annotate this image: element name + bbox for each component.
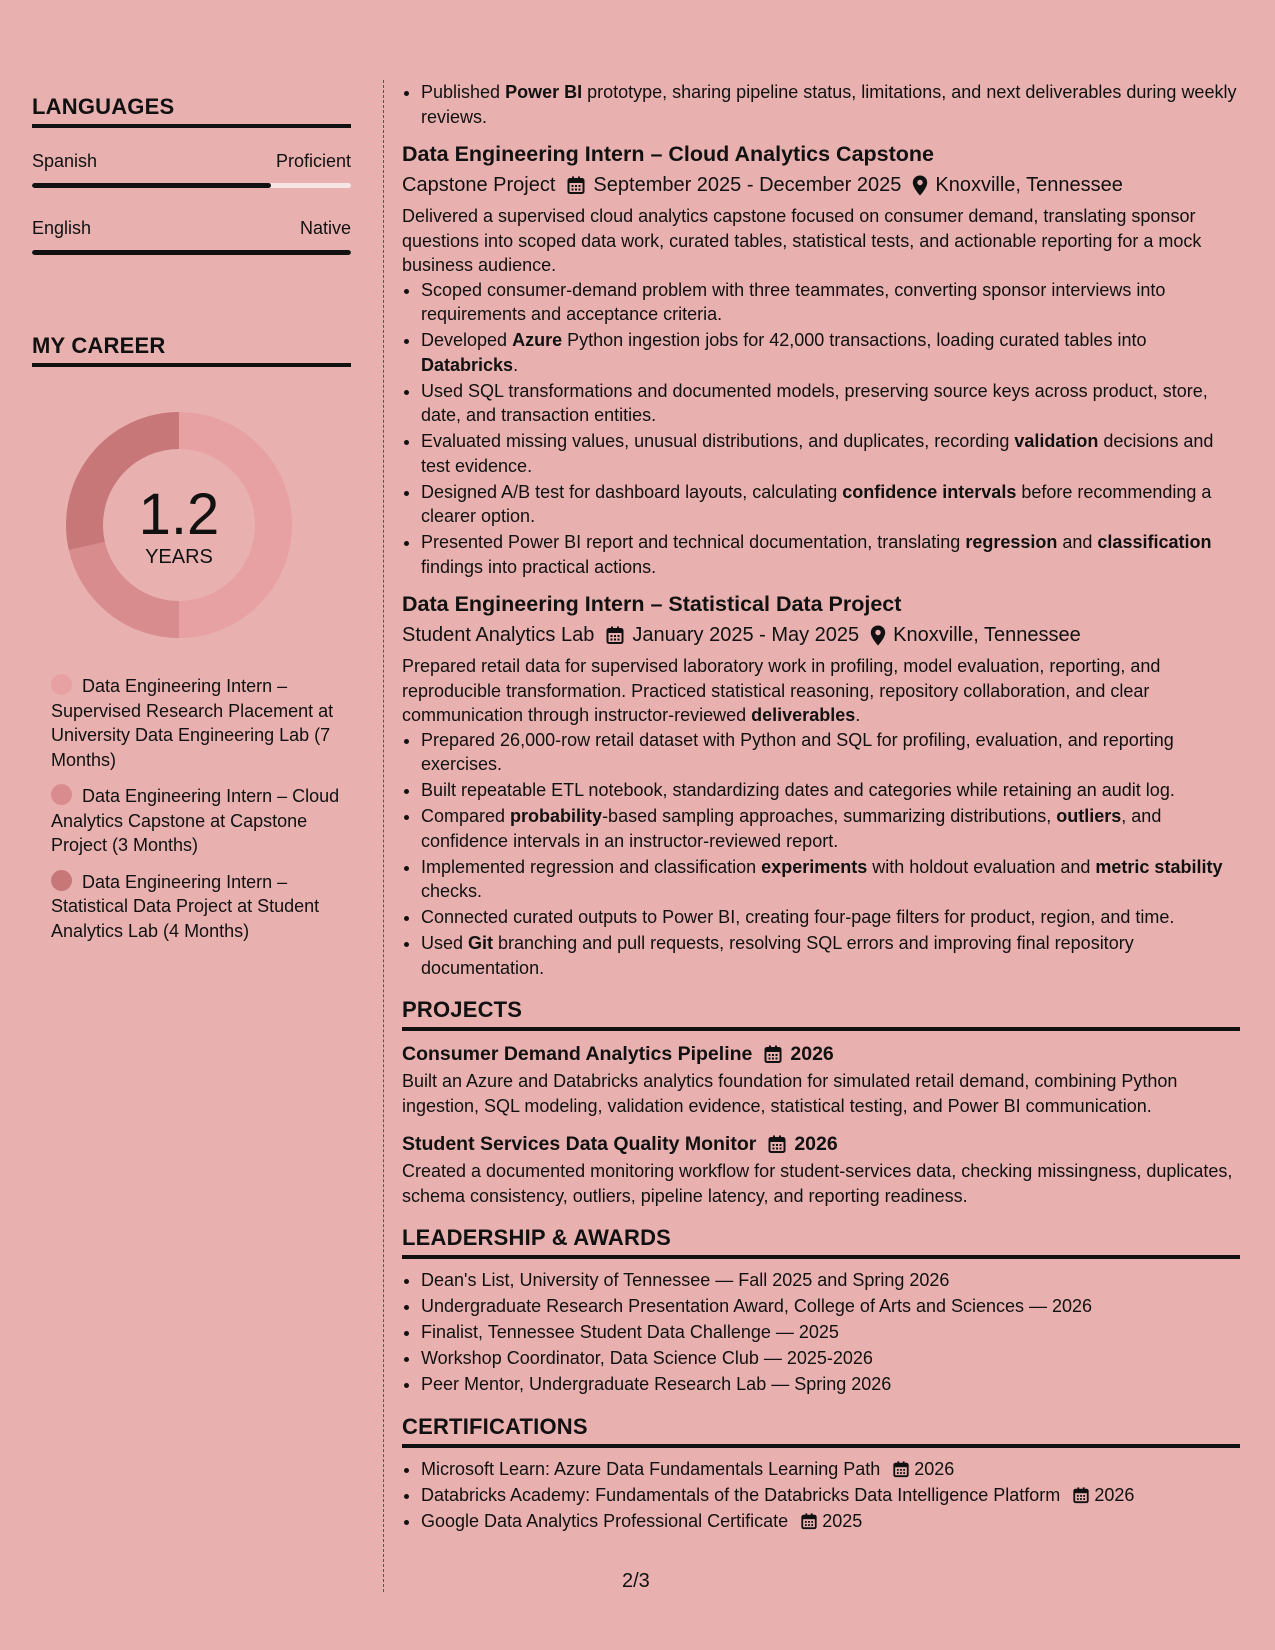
- job-title: Data Engineering Intern – Statistical Data Project: [402, 592, 902, 616]
- certification-item: [421, 1509, 1240, 1534]
- certification-name: • Databricks Academy: Fundamentals of the Databricks Data Intelligence Platform: [421, 1484, 1061, 1505]
- career-legend: [51, 674, 341, 943]
- certification-name: • Google Data Analytics Professional Certificate: [421, 1510, 789, 1531]
- job-entry: [402, 140, 1240, 579]
- certification-year: 2026: [914, 1458, 955, 1479]
- leadership-item: • Dean's List, University of Tennessee — Fall 2025 and Spring 2026: [421, 1268, 1240, 1293]
- carryover-bullets: [421, 80, 1240, 129]
- job-summary: Prepared retail data for supervised laboratory work in profiling, model evaluation, reporting, and reproducible transformation. Practiced statistical reasoning, repository collaboration, and clear communication through instructor-reviewed deliverables.: [402, 656, 1161, 725]
- project-name: Student Services Data Quality Monitor: [402, 1133, 757, 1155]
- bullet-item: • Built repeatable ETL notebook, standardizing dates and categories while retaining an audit log.: [421, 778, 1240, 803]
- career-donut-chart: [66, 412, 292, 638]
- projects-title: PROJECTS: [402, 997, 1240, 1031]
- leadership-list: [421, 1268, 1240, 1397]
- job-meta: [402, 171, 1240, 199]
- bullet-item: • Prepared 26,000-row retail dataset with Python and SQL for profiling, evaluation, and reporting exercises.: [421, 728, 1240, 777]
- calendar-icon: [605, 625, 625, 645]
- certification-item: [421, 1457, 1240, 1482]
- calendar-icon: [800, 1512, 818, 1530]
- bullet-item: • Scoped consumer-demand problem with three teammates, converting sponsor interviews into requirements and acceptance criteria.: [421, 278, 1240, 327]
- project-year: 2026: [790, 1043, 834, 1065]
- map-pin-icon: [912, 175, 928, 196]
- job-bullets: [421, 728, 1240, 981]
- job-meta: [402, 621, 1240, 649]
- job-location: Knoxville, Tennessee: [935, 174, 1123, 196]
- legend-item: [51, 870, 341, 944]
- project-year: 2026: [794, 1133, 838, 1155]
- legend-swatch: [51, 784, 72, 805]
- language-english: [32, 218, 351, 255]
- column-divider: [383, 80, 384, 1592]
- career-total-years: 1.2: [138, 482, 220, 547]
- map-pin-icon: [870, 625, 886, 646]
- language-name: Spanish: [32, 151, 98, 171]
- project-description: Created a documented monitoring workflow for student-services data, checking missingness, duplicates, schema consistency, outliers, pipeline latency, and reporting readiness.: [402, 1161, 1233, 1206]
- career-total-unit: YEARS: [145, 546, 213, 568]
- job-location: Knoxville, Tennessee: [893, 624, 1081, 646]
- bullet-item: • Evaluated missing values, unusual distributions, and duplicates, recording validation decisions and test evidence.: [421, 429, 1240, 478]
- certifications-title: CERTIFICATIONS: [402, 1414, 1240, 1448]
- job-title: Data Engineering Intern – Cloud Analytics Capstone: [402, 142, 935, 166]
- language-level-fill: [32, 250, 351, 255]
- bullet-item: • Implemented regression and classification experiments with holdout evaluation and metric stability checks.: [421, 855, 1240, 904]
- career-donut-center: [66, 412, 292, 638]
- certifications-list: [421, 1457, 1240, 1534]
- language-level: Native: [299, 218, 351, 238]
- language-level-bar: [32, 183, 351, 188]
- calendar-icon: [566, 175, 586, 195]
- certification-name: • Microsoft Learn: Azure Data Fundamentals Learning Path: [421, 1458, 881, 1479]
- project-entry: [402, 1131, 1240, 1208]
- job-entry: [402, 590, 1240, 980]
- legend-item: [51, 784, 341, 858]
- bullet-item: • Compared probability-based sampling approaches, summarizing distributions, outliers, and confidence intervals in an instructor-reviewed report.: [421, 804, 1240, 853]
- leadership-item: • Undergraduate Research Presentation Award, College of Arts and Sciences — 2026: [421, 1294, 1240, 1319]
- left-column: [32, 80, 351, 955]
- bullet-item: • Connected curated outputs to Power BI, creating four-page filters for product, region, and time.: [421, 905, 1240, 930]
- career-title: MY CAREER: [32, 333, 351, 367]
- legend-swatch: [51, 870, 72, 891]
- bullet-item: • Used SQL transformations and documented models, preserving source keys across product, store, date, and transaction entities.: [421, 379, 1240, 428]
- page-number: 2/3: [622, 1570, 650, 1592]
- job-dates: January 2025 - May 2025: [632, 624, 860, 646]
- job-company: Student Analytics Lab: [402, 624, 595, 646]
- certification-year: 2025: [822, 1510, 863, 1531]
- job-bullets: [421, 278, 1240, 580]
- job-dates: September 2025 - December 2025: [593, 174, 902, 196]
- legend-swatch: [51, 674, 72, 695]
- language-level: Proficient: [275, 151, 351, 171]
- bullet-item: • Developed Azure Python ingestion jobs for 42,000 transactions, loading curated tables into Databricks.: [421, 328, 1240, 377]
- legend-label: Data Engineering Intern – Statistical Data Project at Student Analytics Lab (4 Months): [51, 871, 320, 941]
- leadership-item: • Finalist, Tennessee Student Data Challenge — 2025: [421, 1320, 1240, 1345]
- language-level-bar: [32, 250, 351, 255]
- legend-label: Data Engineering Intern – Supervised Research Placement at University Data Engineering Lab (7 Months): [51, 676, 334, 770]
- project-name: Consumer Demand Analytics Pipeline: [402, 1043, 753, 1065]
- certification-item: [421, 1483, 1240, 1508]
- project-description: Built an Azure and Databricks analytics foundation for simulated retail demand, combining Python ingestion, SQL modeling, validation evidence, statistical testing, and Power BI communication.: [402, 1071, 1178, 1116]
- bullet-item: • Used Git branching and pull requests, resolving SQL errors and improving final repository documentation.: [421, 931, 1240, 980]
- certification-year: 2026: [1094, 1484, 1135, 1505]
- project-entry: [402, 1041, 1240, 1118]
- leadership-title: LEADERSHIP & AWARDS: [402, 1225, 1240, 1259]
- languages-title: LANGUAGES: [32, 94, 351, 128]
- calendar-icon: [763, 1044, 783, 1064]
- calendar-icon: [767, 1134, 787, 1154]
- job-company: Capstone Project: [402, 174, 556, 196]
- bullet-item: • Published Power BI prototype, sharing pipeline status, limitations, and next deliverables during weekly reviews.: [421, 80, 1240, 129]
- bullet-item: • Designed A/B test for dashboard layouts, calculating confidence intervals before recommending a clearer option.: [421, 480, 1240, 529]
- legend-item: [51, 674, 341, 772]
- calendar-icon: [892, 1460, 910, 1478]
- job-summary: Delivered a supervised cloud analytics capstone focused on consumer demand, translating sponsor questions into scoped data work, curated tables, statistical tests, and actionable reporting for a mock business audience.: [402, 206, 1202, 275]
- legend-label: Data Engineering Intern – Cloud Analytics Capstone at Capstone Project (3 Months): [51, 786, 340, 855]
- language-name: English: [32, 218, 92, 238]
- leadership-item: • Workshop Coordinator, Data Science Club — 2025-2026: [421, 1346, 1240, 1371]
- calendar-icon: [1072, 1486, 1090, 1504]
- language-level-fill: [32, 183, 271, 188]
- bullet-item: • Presented Power BI report and technical documentation, translating regression and classification findings into practical actions.: [421, 530, 1240, 579]
- leadership-item: • Peer Mentor, Undergraduate Research Lab — Spring 2026: [421, 1372, 1240, 1397]
- right-column: [402, 80, 1240, 1535]
- language-spanish: [32, 151, 351, 188]
